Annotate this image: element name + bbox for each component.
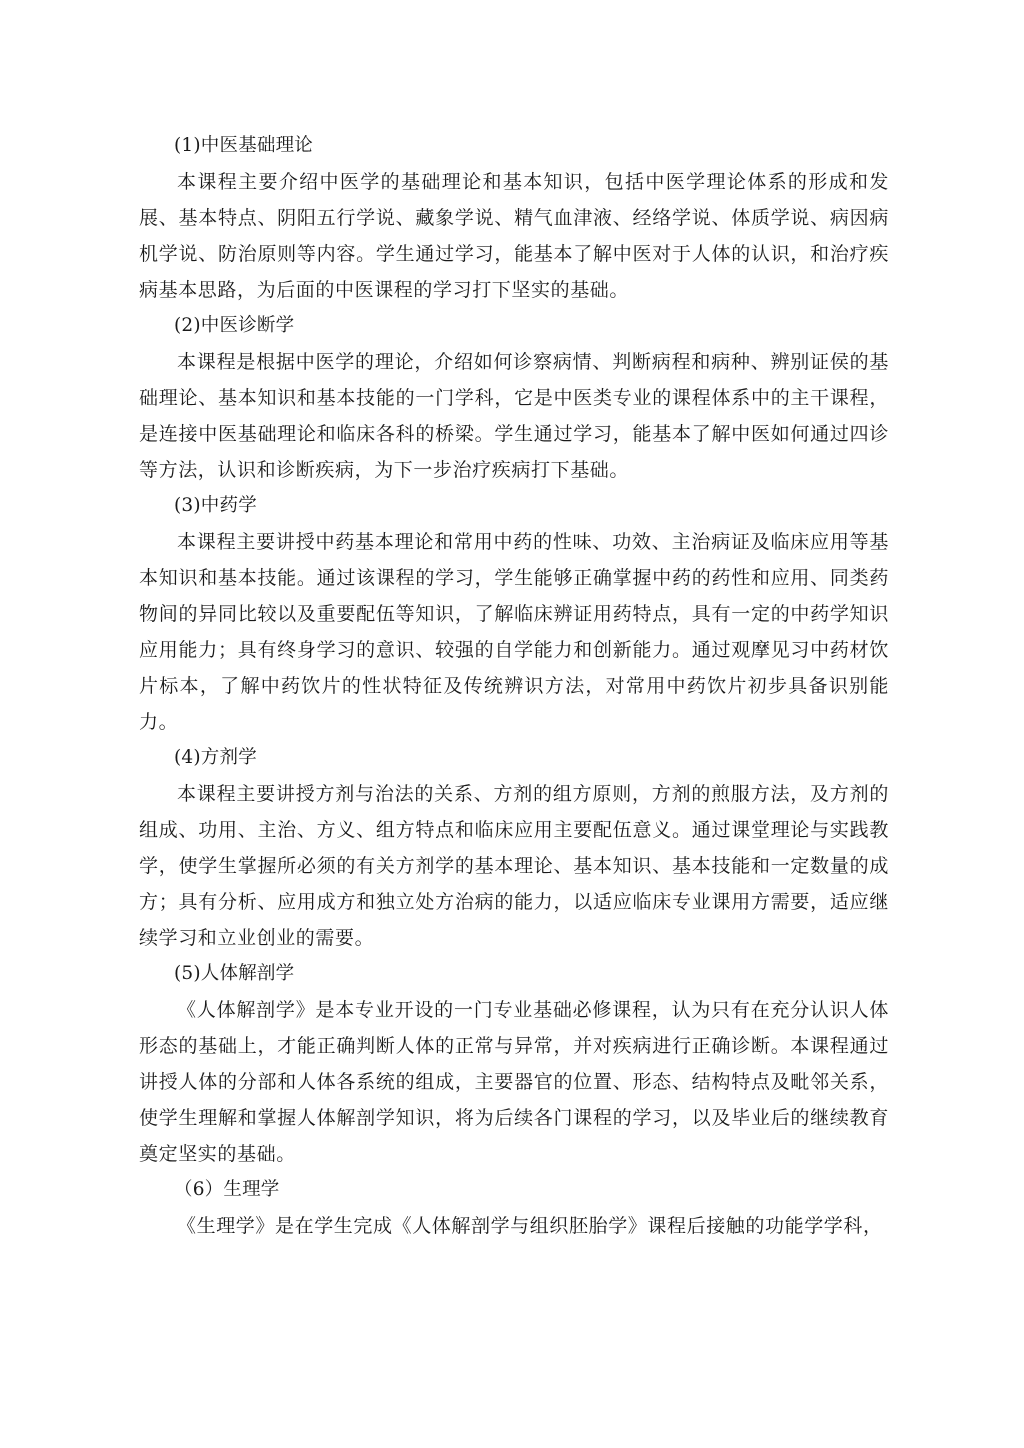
section-paragraph: 本课程主要讲授方剂与治法的关系、方剂的组方原则，方剂的煎服方法，及方剂的组成、功用、主治、方义、组方特点和临床应用主要配伍意义。通过课堂理论与实践教学，使学生掌握所必须的有关方剂学的基本理论、基本知识、基本技能和一定数量的成方；具有分析、应用成方和独立处方治病的能力，以适应临床专业课用方需要，适应继续学习和立业创业的需要。: [139, 783, 889, 949]
section-heading: （6）生理学: [174, 1179, 280, 1200]
section-paragraph: 本课程主要讲授中药基本理论和常用中药的性味、功效、主治病证及临床应用等基本知识和基本技能。通过该课程的学习，学生能够正确掌握中药的药性和应用、同类药物间的异同比较以及重要配伍等知识，了解临床辨证用药特点，具有一定的中药学知识应用能力；具有终身学习的意识、较强的自学能力和创新能力。通过观摩见习中药材饮片标本，了解中药饮片的性状特征及传统辨识方法，对常用中药饮片初步具备识别能力。: [139, 531, 889, 733]
section-heading: (4)方剂学: [174, 747, 257, 768]
section-paragraph: 《生理学》是在学生完成《人体解剖学与组织胚胎学》课程后接触的功能学学科，: [177, 1215, 883, 1237]
section-paragraph: 本课程是根据中医学的理论，介绍如何诊察病情、判断病程和病种、辨别证侯的基础理论、基本知识和基本技能的一门学科，它是中医类专业的课程体系中的主干课程，是连接中医基础理论和临床各科的桥梁。学生通过学习，能基本了解中医如何通过四诊等方法，认识和诊断疾病，为下一步治疗疾病打下基础。: [139, 351, 889, 481]
section-heading: (5)人体解剖学: [174, 963, 295, 984]
section-heading: (1)中医基础理论: [174, 135, 314, 156]
section-paragraph: 《人体解剖学》是本专业开设的一门专业基础必修课程，认为只有在充分认识人体形态的基础上，才能正确判断人体的正常与异常，并对疾病进行正确诊断。本课程通过讲授人体的分部和人体各系统的组成，主要器官的位置、形态、结构特点及毗邻关系，使学生理解和掌握人体解剖学知识，将为后续各门课程的学习，以及毕业后的继续教育奠定坚实的基础。: [139, 999, 889, 1165]
section-paragraph: 本课程主要介绍中医学的基础理论和基本知识，包括中医学理论体系的形成和发展、基本特点、阴阳五行学说、藏象学说、精气血津液、经络学说、体质学说、病因病机学说、防治原则等内容。学生通过学习，能基本了解中医对于人体的认识，和治疗疾病基本思路，为后面的中医课程的学习打下坚实的基础。: [139, 171, 889, 301]
document-body: [139, 128, 889, 1244]
section-heading: (3)中药学: [174, 495, 257, 516]
section-heading: (2)中医诊断学: [174, 315, 295, 336]
